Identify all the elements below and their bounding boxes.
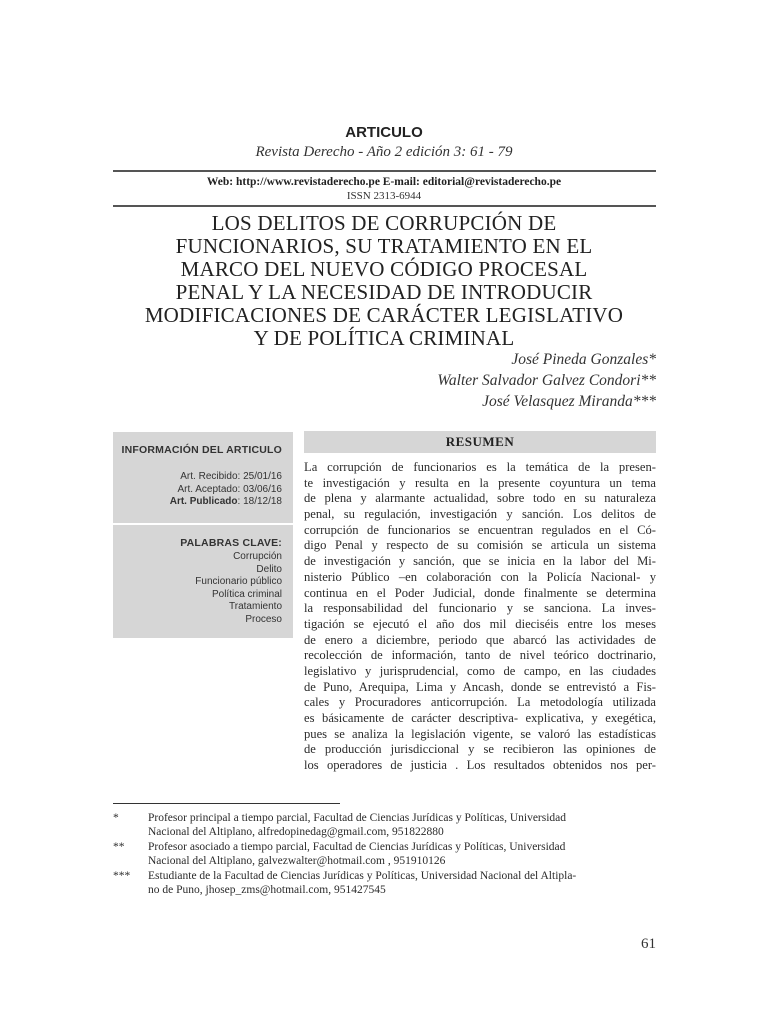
footnote-mark: * [113,812,119,824]
journal-web-email: Web: http://www.revistaderecho.pe E-mail: editorial@revistaderecho.pe [206,176,562,188]
abstract-line: de enero a diciembre, periodo que abarcó las actividades de [304,632,656,647]
keyword-item: Tratamiento [229,601,282,612]
date-received: Art. Recibido: 25/01/16 [180,471,282,482]
author-name: José Velasquez Miranda*** [482,393,656,410]
keyword-item: Funcionario público [195,576,282,587]
journal-citation: Revista Derecho - Año 2 edición 3: 61 - 79 [255,144,513,160]
published-label: Art. Publicado [169,496,238,507]
title-line: MODIFICACIONES DE CARÁCTER LEGISLATIVO [144,303,624,327]
title-line: LOS DELITOS DE CORRUPCIÓN DE [211,211,557,235]
article-info-panel [113,430,293,638]
article-info-heading: INFORMACIÓN DEL ARTICULO [121,444,282,456]
footnote-line: no de Puno, jhosep_zms@hotmail.com, 951427545 [148,884,386,896]
abstract-line: la responsabilidad del funcionario y se sanciona. La inves- [304,601,656,616]
keyword-list [195,551,282,626]
abstract-line: de investigación y sanción, que se inicia en la labor del Mi- [304,554,656,569]
keyword-item: Delito [256,563,282,575]
abstract-line: te investigación y resulta en la presente coyuntura un tema [304,475,656,490]
abstract-heading: RESUMEN [304,431,656,453]
abstract-line: continua en el Poder Judicial, donde finalmente se determina [304,585,656,600]
footnote-line: Profesor principal a tiempo parcial, Facultad de Ciencias Jurídicas y Políticas, Universidad [148,812,567,824]
section-kicker: ARTICULO [345,124,423,141]
article-title [100,212,668,350]
title-line: MARCO DEL NUEVO CÓDIGO PROCESAL [180,257,588,281]
title-line: Y DE POLÍTICA CRIMINAL [253,326,515,350]
footnote-line: Profesor asociado a tiempo parcial, Facultad de Ciencias Jurídicas y Políticas, Universidad [148,841,566,853]
abstract-line: tigación se ejecutó el año dos mil dieciséis entre los meses [304,616,656,631]
abstract-line: corrupción de funcionarios se encuentran regulados en el Có- [304,522,656,537]
abstract-line: legislativo y jurisprudencial, como de campo, en las ciudades [304,663,656,678]
footnote-item [113,840,656,868]
abstract-line: de Puno, Arequipa, Lima y Ancash, donde se entrevistó a Fis- [304,679,656,694]
abstract-line: nisterio Público –en colaboración con la Policía Nacional- y [304,569,656,584]
abstract-line: penal, su regulación, investigación y sanción. Los delitos de [304,507,656,522]
abstract-line: pues se analiza la legislación vigente, se valoró las estadísticas [304,726,656,741]
date-accepted: Art. Aceptado: 03/06/16 [177,483,282,495]
keyword-item: Política criminal [211,588,282,600]
article-dates [170,471,282,509]
date-published [170,496,282,509]
abstract-body [304,460,656,774]
footnote-item [113,869,656,897]
panel-divider [113,430,293,432]
abstract-line: cales y Procuradores anticorrupción. La metodología utilizada [304,695,656,710]
abstract-line: los operadores de justicia . Los resultados obtenidos nos per- [304,758,656,773]
abstract-line: digo Penal y respecto de su comisión se articula un sistema [304,538,656,553]
page-number: 61 [641,936,656,952]
published-value: : 18/12/18 [237,496,282,507]
title-line: PENAL Y LA NECESIDAD DE INTRODUCIR [175,280,593,304]
abstract-line: de plena y alarmante actualidad, sobre todo en su naturaleza [304,491,656,506]
footnote-item [113,811,656,839]
abstract-line: es básicamente de carácter descriptiva- explicativa, y exegética, [304,711,656,725]
journal-issn: ISSN 2313-6944 [346,190,422,202]
title-line: FUNCIONARIOS, SU TRATAMIENTO EN EL [175,234,593,258]
footnote-rule [113,803,340,804]
abstract-line: La corrupción de funcionarios es la temática de la presen- [304,460,656,474]
author-name: José Pineda Gonzales* [511,351,656,368]
footnote-mark: ** [113,841,125,853]
keyword-item: Corrupción [233,551,282,562]
author-list [437,349,656,412]
header-rule-bottom [113,205,656,207]
footnote-line: Estudiante de la Facultad de Ciencias Jurídicas y Políticas, Universidad Nacional del Altipla- [148,870,577,882]
author-name: Walter Salvador Galvez Condori** [437,372,656,389]
header-rule-top [113,170,656,172]
keyword-item: Proceso [245,613,282,625]
abstract-line: recolección de información, tanto de nivel teórico doctrinario, [304,648,656,663]
abstract-line: de producción jurisdiccional y se recibieron las opiniones de [304,742,656,757]
footnote-mark: *** [113,870,131,882]
footnotes [113,811,656,898]
panel-divider [113,523,293,525]
footnote-line: Nacional del Altiplano, alfredopinedag@gmail.com, 951822880 [148,826,444,838]
footnote-line: Nacional del Altiplano, galvezwalter@hotmail.com , 951910126 [148,855,446,867]
keywords-heading: PALABRAS CLAVE: [180,537,282,549]
